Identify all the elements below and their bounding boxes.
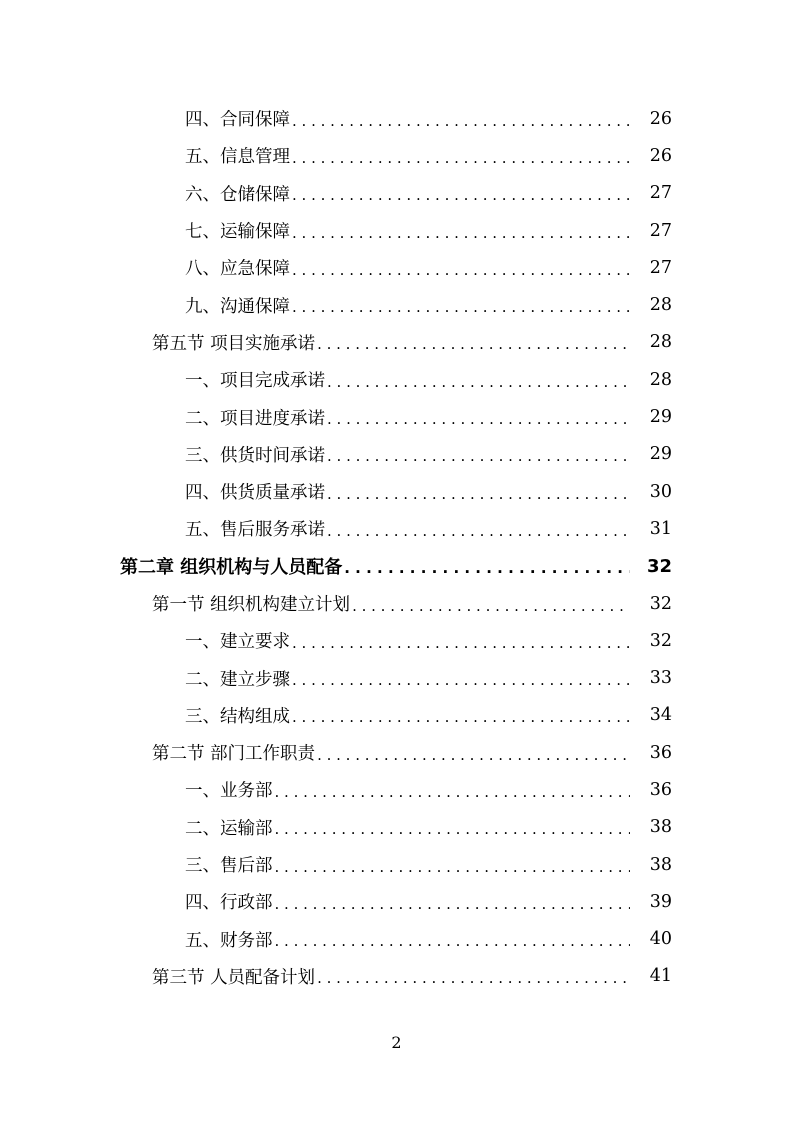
toc-entry-label: 七、运输保障 xyxy=(185,218,292,243)
dot-leader xyxy=(292,671,630,689)
toc-entry-page: 32 xyxy=(646,555,672,577)
toc-entry-page: 32 xyxy=(649,630,672,651)
toc-entry[interactable] xyxy=(0,398,793,435)
toc-entry-label: 第一节 组织机构建立计划 xyxy=(152,591,352,616)
dot-leader xyxy=(292,186,630,204)
toc-entry-page: 34 xyxy=(649,705,672,726)
table-of-contents xyxy=(0,100,793,995)
toc-entry-label: 一、建立要求 xyxy=(185,628,292,653)
toc-entry-page: 28 xyxy=(649,295,672,316)
toc-entry-label: 一、项目完成承诺 xyxy=(185,367,327,392)
toc-entry-page: 26 xyxy=(649,108,672,129)
toc-entry-label: 九、沟通保障 xyxy=(185,293,292,318)
toc-entry-label: 三、供货时间承诺 xyxy=(185,442,327,467)
toc-entry-label: 第二节 部门工作职责 xyxy=(152,740,317,765)
toc-entry-page: 27 xyxy=(649,183,672,204)
dot-leader xyxy=(292,112,630,130)
toc-entry[interactable] xyxy=(0,921,793,958)
dot-leader xyxy=(327,373,630,391)
toc-entry-label: 第二章 组织机构与人员配备 xyxy=(120,553,344,579)
toc-entry[interactable] xyxy=(0,175,793,212)
toc-entry[interactable] xyxy=(0,771,793,808)
dot-leader xyxy=(327,447,630,465)
dot-leader xyxy=(275,858,631,876)
dot-leader xyxy=(292,298,630,316)
toc-entry-page: 39 xyxy=(649,891,672,912)
dot-leader xyxy=(317,969,630,987)
dot-leader xyxy=(327,522,630,540)
toc-section-entry[interactable] xyxy=(0,958,793,995)
toc-entry[interactable] xyxy=(0,883,793,920)
dot-leader xyxy=(317,746,630,764)
dot-leader xyxy=(327,485,630,503)
toc-entry-label: 四、合同保障 xyxy=(185,106,292,131)
dot-leader xyxy=(292,708,630,726)
toc-entry-label: 三、售后部 xyxy=(185,852,275,877)
dot-leader xyxy=(317,335,630,353)
toc-section-entry[interactable] xyxy=(0,734,793,771)
toc-entry-label: 五、售后服务承诺 xyxy=(185,516,327,541)
toc-entry-label: 四、行政部 xyxy=(185,889,275,914)
dot-leader xyxy=(292,634,630,652)
toc-entry-label: 二、建立步骤 xyxy=(185,666,292,691)
dot-leader xyxy=(292,224,630,242)
toc-entry-page: 30 xyxy=(649,481,672,502)
toc-entry-page: 28 xyxy=(649,332,672,353)
toc-entry[interactable] xyxy=(0,697,793,734)
toc-entry-label: 第三节 人员配备计划 xyxy=(152,964,317,989)
toc-entry-label: 第五节 项目实施承诺 xyxy=(152,330,317,355)
toc-entry-label: 六、仓储保障 xyxy=(185,181,292,206)
toc-chapter-entry[interactable] xyxy=(0,548,793,585)
toc-entry[interactable] xyxy=(0,286,793,323)
toc-entry-label: 五、财务部 xyxy=(185,927,275,952)
toc-entry-page: 27 xyxy=(649,257,672,278)
dot-leader xyxy=(292,149,630,167)
toc-entry-label: 四、供货质量承诺 xyxy=(185,479,327,504)
toc-entry-page: 40 xyxy=(649,929,672,950)
toc-entry-page: 29 xyxy=(649,407,672,428)
toc-entry[interactable] xyxy=(0,361,793,398)
toc-entry-page: 41 xyxy=(649,966,672,987)
toc-entry[interactable] xyxy=(0,137,793,174)
toc-entry-page: 33 xyxy=(649,668,672,689)
toc-entry[interactable] xyxy=(0,100,793,137)
toc-entry-label: 三、结构组成 xyxy=(185,703,292,728)
dot-leader xyxy=(327,410,630,428)
toc-entry-page: 29 xyxy=(649,444,672,465)
toc-section-entry[interactable] xyxy=(0,585,793,622)
toc-entry[interactable] xyxy=(0,212,793,249)
toc-entry[interactable] xyxy=(0,809,793,846)
dot-leader xyxy=(275,895,631,913)
dot-leader xyxy=(352,597,630,615)
toc-entry-page: 38 xyxy=(649,854,672,875)
toc-entry[interactable] xyxy=(0,249,793,286)
toc-entry-page: 27 xyxy=(649,220,672,241)
toc-entry[interactable] xyxy=(0,473,793,510)
toc-entry-page: 36 xyxy=(649,742,672,763)
toc-entry-page: 31 xyxy=(649,518,672,539)
toc-entry-page: 28 xyxy=(649,369,672,390)
toc-entry-page: 32 xyxy=(649,593,672,614)
toc-entry-page: 36 xyxy=(649,779,672,800)
toc-section-entry[interactable] xyxy=(0,324,793,361)
dot-leader xyxy=(275,783,631,801)
dot-leader xyxy=(275,820,631,838)
dot-leader xyxy=(292,261,630,279)
toc-entry-label: 五、信息管理 xyxy=(185,143,292,168)
toc-entry[interactable] xyxy=(0,622,793,659)
toc-entry-label: 二、项目进度承诺 xyxy=(185,405,327,430)
toc-entry[interactable] xyxy=(0,436,793,473)
toc-entry-label: 一、业务部 xyxy=(185,777,275,802)
toc-entry[interactable] xyxy=(0,846,793,883)
dot-leader xyxy=(275,932,631,950)
toc-entry-page: 26 xyxy=(649,145,672,166)
dot-leader xyxy=(344,559,630,577)
toc-entry[interactable] xyxy=(0,510,793,547)
toc-entry-page: 38 xyxy=(649,817,672,838)
toc-entry-label: 二、运输部 xyxy=(185,815,275,840)
page-number: 2 xyxy=(391,1033,402,1052)
toc-entry[interactable] xyxy=(0,659,793,696)
toc-entry-label: 八、应急保障 xyxy=(185,255,292,280)
